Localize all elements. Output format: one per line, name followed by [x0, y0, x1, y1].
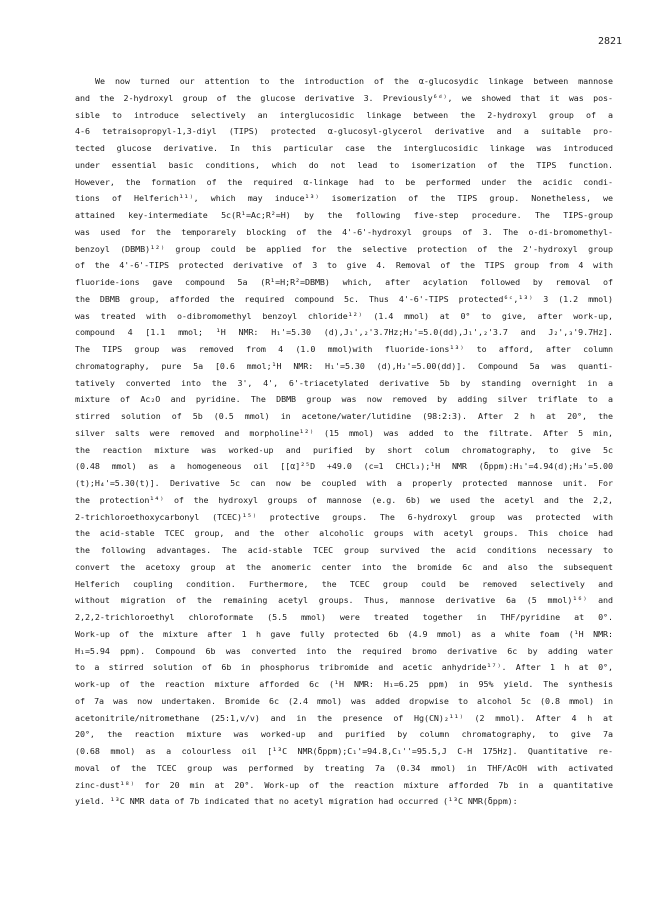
text-line: the acid-stable TCEC group, and the other alcoholic groups with acetyl groups. This choice had: [75, 528, 613, 539]
text-line: of 7a was now undertaken. Bromide 6c (2.4 mmol) was added dropwise to alcohol 5c (0.8 mmol) in: [75, 695, 613, 706]
text-line: mixture of Ac₂O and pyridine. The DBMB group was now removed by adding silver triflate to a: [75, 394, 613, 405]
text-line: of the 4'-6'-TIPS protected derivative of 3 to give 4. Removal of the TIPS group from 4 with: [75, 260, 613, 271]
text-line: Work-up of the mixture after 1 h gave fully protected 6b (4.9 mmol) as a white foam (¹H NMR:: [75, 628, 613, 639]
text-line: convert the acetoxy group at the anomeric center into the bromide 6c and also the subsequent: [75, 561, 613, 572]
text-line: 4-6 tetraisopropyl-1,3-diyl (TIPS) protected α-glucosyl-glycerol derivative and a suitable pro-: [75, 126, 613, 137]
text-line: the reaction mixture was worked-up and purified by short colum chromatography, to give 5c: [75, 444, 613, 455]
text-line: yield. ¹³C NMR data of 7b indicated that no acetyl migration had occurred (¹³C NMR(δppm):: [75, 796, 518, 807]
text-line: 2,2,2-trichloroethyl chloroformate (5.5 mmol) were treated together in THF/pyridine at 0°.: [75, 612, 613, 622]
text-line: was treated with o-dibromomethyl benzoyl chloride¹²⁾ (1.4 mmol) at 0° to give, after work-up,: [75, 310, 613, 321]
text-line: the DBMB group, afforded the required compound 5c. Thus 4'-6'-TIPS protected⁶ᶜ,¹³⁾ 3 (1.2 mmol): [75, 293, 613, 304]
text-line: benzoyl (DBMB)¹²⁾ group could be applied for the selective protection of the 2'-hydroxyl group: [75, 243, 613, 254]
text-line: moval of the TCEC group was performed by treating 7a (0.34 mmol) in THF/AcOH with activated: [75, 762, 613, 773]
text-line: (0.48 mmol) as a homogeneous oil [[α]²⁵D +49.0 (c=1 CHCl₃);¹H NMR (δppm):H₁'=4.94(d);H₃'=5.00: [75, 461, 613, 472]
text-line: under essential basic conditions, which do not lead to isomerization of the TIPS function.: [75, 159, 613, 170]
text-line: H₁=5.94 ppm). Compound 6b was converted into the required bromo derivative 6c by adding water: [75, 645, 613, 656]
text-line: However, the formation of the required α-linkage had to be performed under the acidic condi-: [75, 176, 613, 187]
text-line: compound 4 [1.1 mmol; ¹H NMR: H₁'=5.30 (d),J₁',₂'3.7Hz;H₂'=5.0(dd),J₁',₂'3.7 and J₂',₃'9.7Hz].: [75, 327, 613, 338]
text-line: and the 2-hydroxyl group of the glucose derivative 3. Previously⁶ᵈ⁾, we showed that it was pos-: [75, 92, 613, 103]
text-line: (t);H₄'=5.30(t)]. Derivative 5c can now be coupled with a properly protected mannose unit. For: [75, 478, 613, 488]
text-line: (0.68 mmol) as a colourless oil [¹³C NMR(δppm);C₁'=94.8,C₁''=95.5,J C-H 175Hz]. Quantitative re-: [75, 746, 613, 756]
text-line: tions of Helferich¹¹⁾, which may induce¹³⁾ isomerization of the TIPS group. Nonetheless, we: [75, 193, 613, 204]
text-line: work-up of the reaction mixture afforded 6c (¹H NMR: H₁=6.25 ppm) in 95% yield. The synthesis: [75, 679, 613, 689]
article-body: [75, 73, 613, 810]
text-line: tatively converted into the 3', 4', 6'-triacetylated derivative 5b by standing overnight in a: [75, 377, 613, 388]
text-line: sible to introduce selectively an interglucosidic linkage between the 2-hydroxyl group of a: [75, 109, 613, 120]
text-line: was used for the temporarely blocking of the 4'-6'-hydroxyl groups of 3. The o-di-bromomethyl-: [75, 226, 613, 237]
text-line: to a stirred solution of 6b in phosphorus tribromide and acetic anhydride¹⁷⁾. After 1 h at 0°,: [75, 662, 613, 673]
page-number: 2821: [598, 36, 623, 47]
text-line: acetonitrile/nitromethane (25:1,v/v) and in the presence of Hg(CN)₂¹¹⁾ (2 mmol). After 4 h at: [75, 712, 613, 723]
text-line: The TIPS group was removed from 4 (1.0 mmol)with fluoride-ions¹³⁾ to afford, after column: [75, 344, 613, 354]
text-line: tected glucose derivative. In this particular case the interglucosidic linkage was introduced: [75, 143, 613, 153]
text-line: 20°, the reaction mixture was worked-up and purified by column chromatography, to give 7a: [75, 729, 613, 740]
text-line: We now turned our attention to the introduction of the α-glucosydic linkage between mannose: [95, 76, 613, 86]
text-line: fluoride-ions gave compound 5a (R¹=H;R²=DBMB) which, after acylation followed by removal of: [75, 277, 613, 287]
text-line: 2-trichloroethoxycarbonyl (TCEC)¹⁵⁾ protective groups. The 6-hydroxyl group was protected with: [75, 511, 613, 522]
text-line: the following advantages. The acid-stable TCEC group survived the acid conditions necessary to: [75, 545, 613, 555]
text-line: chromatography, pure 5a [0.6 mmol;¹H NMR: H₁'=5.30 (d),H₂'=5.00(dd)]. Compound 5a was quanti-: [75, 360, 613, 371]
text-line: Helferich coupling condition. Furthermore, the TCEC group could be removed selectively and: [75, 578, 613, 589]
text-line: the protection¹⁴⁾ of the hydroxyl groups of mannose (e.g. 6b) we used the acetyl and the 2,2,: [75, 494, 613, 505]
text-line: without migration of the remaining acetyl groups. Thus, mannose derivative 6a (5 mmol)¹⁶⁾ and: [75, 595, 613, 606]
text-line: attained key-intermediate 5c(R¹=Ac;R²=H) by the following five-step procedure. The TIPS-group: [75, 210, 613, 220]
text-line: zinc-dust¹⁸⁾ for 20 min at 20°. Work-up of the reaction mixture afforded 7b in a quantitative: [75, 779, 613, 790]
text-line: silver salts were removed and morpholine¹²⁾ (15 mmol) was added to the filtrate. After 5 min,: [75, 427, 613, 438]
text-line: stirred solution of 5b (0.5 mmol) in acetone/water/lutidine (98:2:3). After 2 h at 20°, the: [75, 411, 613, 421]
